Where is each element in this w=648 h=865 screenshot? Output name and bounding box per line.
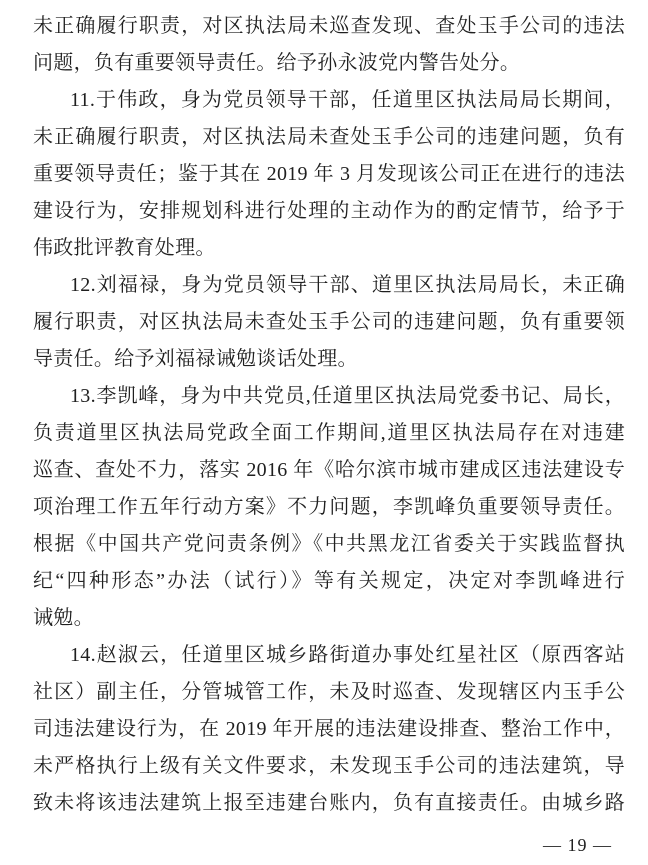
text-line: 纪“四种形态”办法（试行）》等有关规定，决定对李凯峰进行 <box>33 570 625 592</box>
text-line: 履行职责，对区执法局未查处玉手公司的违建问题，负有重要领 <box>33 311 625 333</box>
text-line: 11.于伟政，身为党员领导干部，任道里区执法局局长期间， <box>70 89 625 111</box>
text-line: 导责任。给予刘福禄诫勉谈话处理。 <box>33 348 358 370</box>
text-line: 诫勉。 <box>33 607 94 629</box>
page-number: — 19 — <box>543 835 612 855</box>
text-line: 负责道里区执法局党政全面工作期间,道里区执法局存在对违建 <box>33 422 625 444</box>
text-line: 重要领导责任；鉴于其在 2019 年 3 月发现该公司正在进行的违法 <box>33 163 625 185</box>
text-line: 建设行为，安排规划科进行处理的主动作为的酌定情节，给予于 <box>33 200 625 222</box>
page-footer <box>543 833 612 857</box>
text-line: 社区）副主任，分管城管工作，未及时巡查、发现辖区内玉手公 <box>33 681 625 703</box>
text-line: 司违法建设行为，在 2019 年开展的违法建设排查、整治工作中， <box>33 718 625 740</box>
text-line: 伟政批评教育处理。 <box>33 237 216 259</box>
text-line: 13.李凯峰，身为中共党员,任道里区执法局党委书记、局长， <box>70 385 625 407</box>
text-line: 14.赵淑云，任道里区城乡路街道办事处红星社区（原西客站 <box>70 644 625 666</box>
text-line: 未严格执行上级有关文件要求，未发现玉手公司的违法建筑，导 <box>33 755 625 777</box>
text-line: 未正确履行职责，对区执法局未查处玉手公司的违建问题，负有 <box>33 126 625 148</box>
text-line: 12.刘福禄，身为党员领导干部、道里区执法局局长，未正确 <box>70 274 625 296</box>
document-body <box>33 8 625 822</box>
text-line: 致未将该违法建筑上报至违建台账内，负有直接责任。由城乡路 <box>33 792 625 814</box>
text-line: 问题，负有重要领导责任。给予孙永波党内警告处分。 <box>33 52 521 74</box>
text-line: 未正确履行职责，对区执法局未巡查发现、查处玉手公司的违法 <box>33 15 625 37</box>
text-line: 根据《中国共产党问责条例》《中共黑龙江省委关于实践监督执 <box>33 533 625 555</box>
text-line: 巡查、查处不力，落实 2016 年《哈尔滨市城市建成区违法建设专 <box>33 459 625 481</box>
text-line: 项治理工作五年行动方案》不力问题，李凯峰负重要领导责任。 <box>33 496 625 518</box>
